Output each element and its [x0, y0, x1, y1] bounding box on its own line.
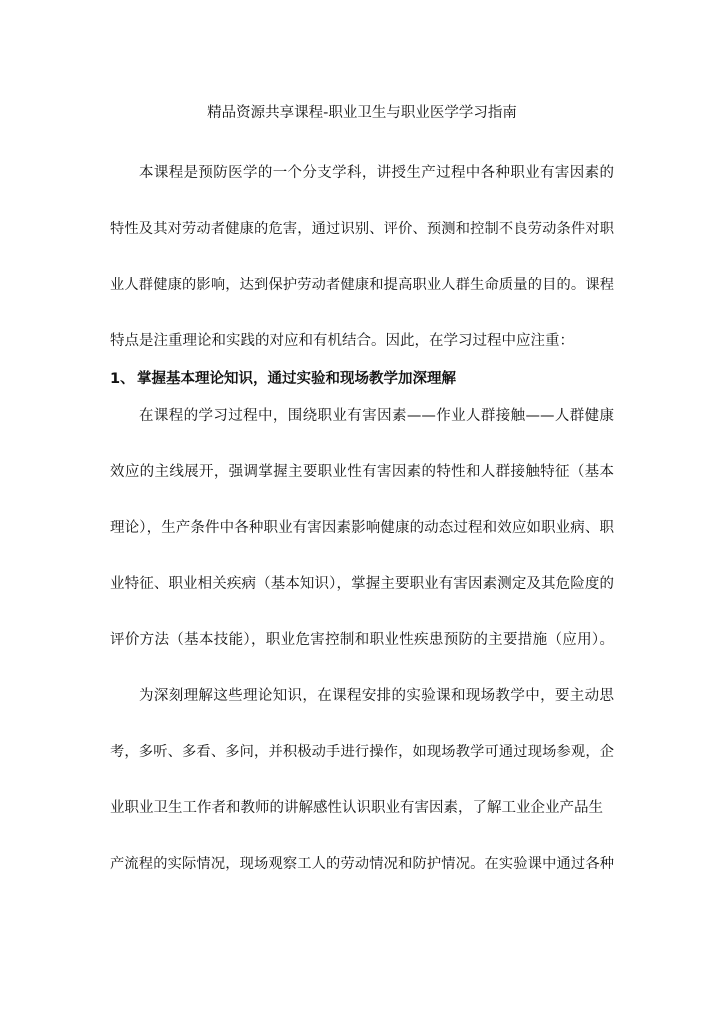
paragraph-3-line-3: 业职业卫生工作者和教师的讲解感性认识职业有害因素，了解工业企业产品生: [110, 800, 603, 816]
paragraph-3-line-1: 为深刻理解这些理论知识，在课程安排的实验课和现场教学中，要主动思: [139, 688, 614, 704]
section-1-heading: [110, 369, 456, 389]
section-1-heading-text: 掌握基本理论知识，通过实验和现场教学加深理解: [137, 371, 456, 387]
paragraph-2-line-5: 评价方法（基本技能），职业危害控制和职业性疾患预防的主要措施（应用）。: [110, 632, 614, 648]
section-1-number: 1、: [110, 371, 135, 387]
paragraph-3-line-2: 考，多听、多看、多问，并积极动手进行操作，如现场教学可通过现场参观，企: [110, 744, 614, 760]
paragraph-1-line-2: 特性及其对劳动者健康的危害，通过识别、评价、预测和控制不良劳动条件对职: [110, 221, 614, 237]
paragraph-1-line-4: 特点是注重理论和实践的对应和有机结合。因此，在学习过程中应注重：: [110, 333, 574, 349]
document-title: 精品资源共享课程-职业卫生与职业医学学习指南: [207, 105, 517, 121]
paragraph-1-line-3: 业人群健康的影响，达到保护劳动者健康和提高职业人群生命质量的目的。课程: [110, 277, 614, 293]
paragraph-1-line-1: 本课程是预防医学的一个分支学科，讲授生产过程中各种职业有害因素的: [139, 165, 614, 181]
paragraph-3-line-4: 产流程的实际情况，现场观察工人的劳动情况和防护情况。在实验课中通过各种: [110, 856, 614, 872]
paragraph-2-line-4: 业特征、职业相关疾病（基本知识），掌握主要职业有害因素测定及其危险度的: [110, 576, 614, 592]
paragraph-2-line-1: 在课程的学习过程中，围绕职业有害因素——作业人群接触——人群健康: [139, 408, 614, 424]
paragraph-2-line-2: 效应的主线展开，强调掌握主要职业性有害因素的特性和人群接触特征（基本: [110, 464, 614, 480]
paragraph-2-line-3: 理论），生产条件中各种职业有害因素影响健康的动态过程和效应如职业病、职: [110, 520, 614, 536]
